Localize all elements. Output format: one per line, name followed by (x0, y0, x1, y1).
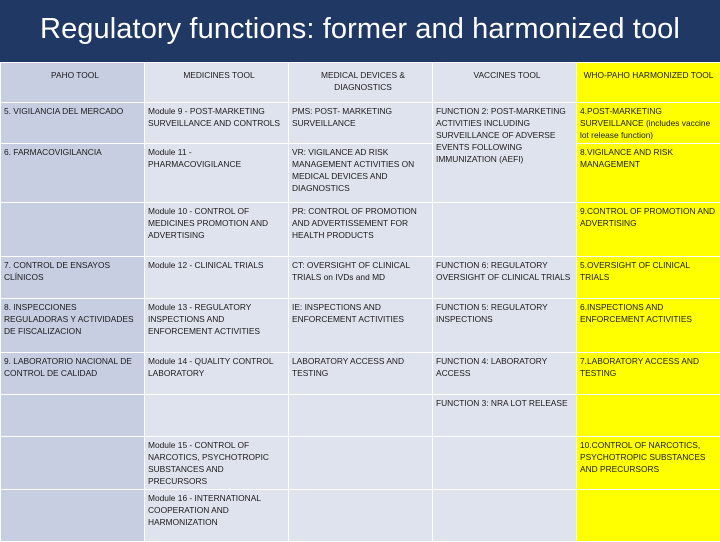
cell-devices (289, 395, 433, 437)
header-vaccines-tool: VACCINES TOOL (433, 63, 577, 103)
cell-paho (1, 490, 145, 542)
cell-harmonized: 6.INSPECTIONS AND ENFORCEMENT ACTIVITIES (577, 299, 720, 353)
table-row (1, 490, 720, 542)
cell-medicines (145, 395, 289, 437)
cell-vaccines: FUNCTION 3: NRA LOT RELEASE (433, 395, 577, 437)
cell-paho: 6. FARMACOVIGILANCIA (1, 144, 145, 203)
cell-harmonized: 10.CONTROL OF NARCOTICS, PSYCHOTROPIC SUBSTANCES AND PRECURSORS (577, 437, 720, 490)
cell-paho: 5. VIGILANCIA DEL MERCADO (1, 103, 145, 144)
header-paho-tool: PAHO TOOL (1, 63, 145, 103)
cell-devices: CT: OVERSIGHT OF CLINICAL TRIALS on IVDs and MD (289, 257, 433, 299)
cell-medicines: Module 12 - CLINICAL TRIALS (145, 257, 289, 299)
cell-paho (1, 395, 145, 437)
table-row (1, 203, 720, 257)
cell-devices (289, 437, 433, 490)
cell-vaccines: FUNCTION 2: POST-MARKETING ACTIVITIES INCLUDING SURVEILLANCE OF ADVERSE EVENTS FOLLOWING IMMUNIZATION (AEFI) (433, 103, 577, 203)
cell-medicines: Module 16 - INTERNATIONAL COOPERATION AND HARMONIZATION (145, 490, 289, 542)
cell-medicines: Module 9 - POST-MARKETING SURVEILLANCE AND CONTROLS (145, 103, 289, 144)
table-row (1, 353, 720, 395)
cell-devices (289, 490, 433, 542)
slide-title: Regulatory functions: former and harmonized tool (0, 0, 720, 62)
table-row (1, 395, 720, 437)
cell-vaccines (433, 203, 577, 257)
cell-medicines: Module 14 - QUALITY CONTROL LABORATORY (145, 353, 289, 395)
cell-medicines: Module 13 - REGULATORY INSPECTIONS AND ENFORCEMENT ACTIVITIES (145, 299, 289, 353)
cell-medicines: Module 15 - CONTROL OF NARCOTICS, PSYCHOTROPIC SUBSTANCES AND PRECURSORS (145, 437, 289, 490)
cell-harmonized (577, 395, 720, 437)
cell-harmonized: 8.VIGILANCE AND RISK MANAGEMENT (577, 144, 720, 203)
cell-harmonized: 5.OVERSIGHT OF CLINICAL TRIALS (577, 257, 720, 299)
table-row (1, 437, 720, 490)
cell-vaccines: FUNCTION 6: REGULATORY OVERSIGHT OF CLINICAL TRIALS (433, 257, 577, 299)
header-harmonized-tool: WHO-PAHO HARMONIZED TOOL (577, 63, 720, 103)
table-row (1, 257, 720, 299)
cell-vaccines (433, 437, 577, 490)
header-medical-devices: MEDICAL DEVICES & DIAGNOSTICS (289, 63, 433, 103)
cell-medicines: Module 10 - CONTROL OF MEDICINES PROMOTION AND ADVERTISING (145, 203, 289, 257)
table-row (1, 299, 720, 353)
cell-paho (1, 203, 145, 257)
cell-devices: PMS: POST- MARKETING SURVEILLANCE (289, 103, 433, 144)
table-row (1, 103, 720, 144)
cell-devices: LABORATORY ACCESS AND TESTING (289, 353, 433, 395)
cell-harmonized: 4.POST-MARKETING SURVEILLANCE (includes vaccine lot release function) (577, 103, 720, 144)
cell-medicines: Module 11 - PHARMACOVIGILANCE (145, 144, 289, 203)
cell-paho: 8. INSPECCIONES REGULADORAS Y ACTIVIDADES DE FISCALIZACION (1, 299, 145, 353)
cell-harmonized (577, 490, 720, 542)
cell-devices: IE: INSPECTIONS AND ENFORCEMENT ACTIVITIES (289, 299, 433, 353)
table-header-row (1, 63, 720, 103)
cell-paho: 7. CONTROL DE ENSAYOS CLÍNICOS (1, 257, 145, 299)
cell-vaccines (433, 490, 577, 542)
header-medicines-tool: MEDICINES TOOL (145, 63, 289, 103)
cell-paho: 9. LABORATORIO NACIONAL DE CONTROL DE CALIDAD (1, 353, 145, 395)
cell-paho (1, 437, 145, 490)
regulatory-functions-table (0, 62, 720, 542)
cell-vaccines: FUNCTION 5: REGULATORY INSPECTIONS (433, 299, 577, 353)
cell-devices: VR: VIGILANCE AD RISK MANAGEMENT ACTIVITIES ON MEDICAL DEVICES AND DIAGNOSTICS (289, 144, 433, 203)
table-row (1, 144, 720, 203)
cell-vaccines: FUNCTION 4: LABORATORY ACCESS (433, 353, 577, 395)
cell-devices: PR: CONTROL OF PROMOTION AND ADVERTISSEMENT FOR HEALTH PRODUCTS (289, 203, 433, 257)
cell-harmonized: 7.LABORATORY ACCESS AND TESTING (577, 353, 720, 395)
cell-harmonized: 9.CONTROL OF PROMOTION AND ADVERTISING (577, 203, 720, 257)
